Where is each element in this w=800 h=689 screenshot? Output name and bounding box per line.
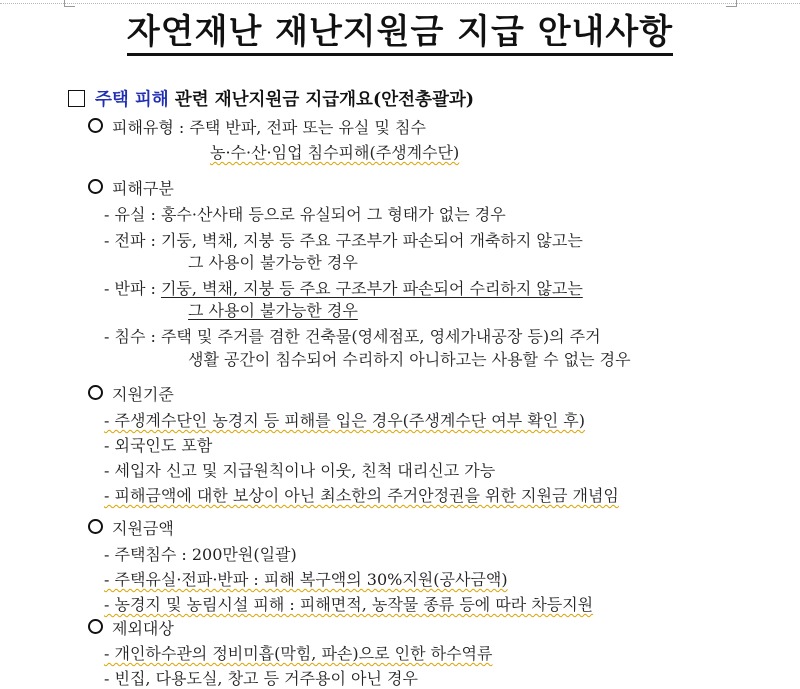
amount-heading — [88, 516, 174, 539]
circle-bullet-icon — [88, 519, 103, 534]
classification-heading — [88, 176, 174, 199]
circle-bullet-icon — [88, 385, 103, 400]
exclusion-item — [104, 641, 492, 664]
criteria-item-text: - 세입자 신고 및 지급원칙이나 이웃, 친척 대리신고 가능 — [104, 461, 496, 480]
criteria-heading — [88, 382, 174, 405]
exclusion-item — [104, 666, 418, 689]
exclusion-heading-text: 제외대상 — [112, 619, 174, 638]
classification-full-damage-2 — [188, 250, 358, 273]
amount-item — [104, 567, 508, 590]
classification-half-damage — [104, 276, 583, 299]
criteria-item-text: - 외국인도 포함 — [104, 436, 213, 455]
classification-heading-text: 피해구분 — [112, 179, 174, 198]
criteria-item-text: - 주생계수단인 농경지 등 피해를 입은 경우(주생계수단 여부 확인 후) — [104, 411, 585, 430]
section-heading-text: 관련 재난지원금 지급개요(안전총괄과) — [168, 90, 475, 110]
circle-bullet-icon — [88, 118, 103, 133]
classification-full-damage — [104, 228, 583, 251]
classification-loss — [104, 202, 506, 225]
criteria-item — [104, 458, 495, 481]
circle-bullet-icon — [88, 179, 103, 194]
amount-heading-text: 지원금액 — [112, 519, 174, 538]
criteria-heading-text: 지원기준 — [112, 385, 174, 404]
criteria-item-text: - 피해금액에 대한 보상이 아닌 최소한의 주거안정권을 위한 지원금 개념임 — [104, 486, 619, 505]
exclusion-item-text: - 빈집, 다용도실, 창고 등 거주용이 아닌 경우 — [104, 669, 418, 688]
section-heading — [68, 86, 474, 111]
damage-type-line-2 — [210, 140, 459, 163]
amount-item-text: - 주택침수 : 200만원(일괄) — [104, 545, 297, 564]
amount-item-text: - 농경지 및 농림시설 피해 : 피해면적, 농작물 종류 등에 따라 차등지원 — [104, 595, 594, 614]
classification-half-prefix: - 반파 : — [104, 279, 161, 298]
classification-flood — [104, 324, 601, 347]
classification-full-text: - 전파 : 기둥, 벽채, 지붕 등 주요 구조부가 파손되어 개축하지 않고는 — [104, 231, 583, 250]
classification-flood-text-2: 생활 공간이 침수되어 수리하지 아니하고는 사용할 수 없는 경우 — [188, 350, 631, 369]
circle-bullet-icon — [88, 619, 103, 634]
damage-type-text-2: 농·수·산·임업 침수피해(주생계수단) — [210, 143, 460, 162]
damage-type-line — [88, 115, 426, 138]
classification-half-damage-2 — [188, 298, 358, 321]
amount-item — [104, 542, 297, 565]
classification-flood-text: - 침수 : 주택 및 주거를 겸한 건축물(영세점포, 영세가내공장 등)의 주거 — [104, 327, 601, 346]
damage-type-text: 피해유형 : 주택 반파, 전파 또는 유실 및 침수 — [112, 118, 426, 137]
criteria-item — [104, 483, 619, 506]
classification-full-text-2: 그 사용이 불가능한 경우 — [188, 253, 358, 272]
classification-loss-text: - 유실 : 홍수·산사태 등으로 유실되어 그 형태가 없는 경우 — [104, 205, 506, 224]
exclusion-item-text: - 개인하수관의 정비미흡(막힘, 파손)으로 인한 하수역류 — [104, 644, 493, 663]
criteria-item — [104, 408, 585, 431]
section-highlight: 주택 피해 — [95, 90, 169, 110]
checkbox-square-icon — [68, 90, 85, 107]
document-title-text: 자연재난 재난지원금 지급 안내사항 — [127, 12, 673, 56]
criteria-item — [104, 433, 212, 456]
amount-item — [104, 592, 593, 615]
classification-half-text-2: 그 사용이 불가능한 경우 — [188, 301, 358, 320]
document-title — [0, 4, 800, 53]
exclusion-heading — [88, 616, 174, 639]
amount-item-text: - 주택유실·전파·반파 : 피해 복구액의 30%지원(공사금액) — [104, 570, 508, 589]
classification-flood-2 — [188, 347, 631, 370]
classification-half-text: 기둥, 벽채, 지붕 등 주요 구조부가 파손되어 수리하지 않고는 — [160, 279, 583, 298]
